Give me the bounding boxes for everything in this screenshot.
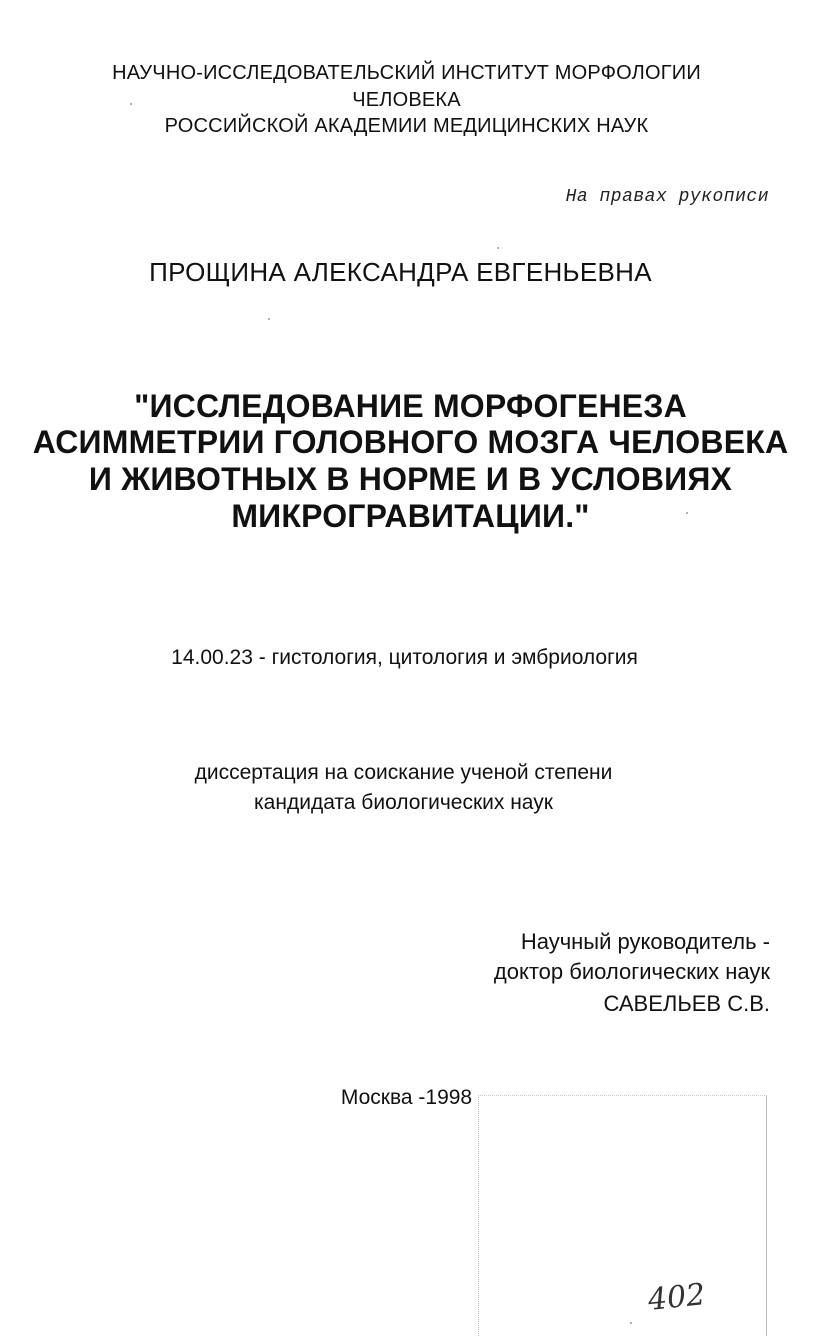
author-name: ПРОЩИНА АЛЕКСАНДРА ЕВГЕНЬЕВНА <box>149 257 652 287</box>
title-line-4: МИКРОГРАВИТАЦИИ." <box>231 498 590 534</box>
supervisor-name: САВЕЛЬЕВ С.В. <box>603 991 770 1016</box>
city-year: Москва -1998 <box>340 1086 473 1109</box>
scan-speck <box>268 318 270 320</box>
institute-line-1: НАУЧНО-ИССЛЕДОВАТЕЛЬСКИЙ ИНСТИТУТ МОРФОЛОГИИ <box>112 62 701 84</box>
scan-speck <box>686 512 688 514</box>
institute-line-3: РОССИЙСКОЙ АКАДЕМИИ МЕДИЦИНСКИХ НАУК <box>164 115 649 137</box>
scan-speck <box>130 103 132 105</box>
supervisor-line-1: Научный руководитель - <box>520 929 770 954</box>
manuscript-note: На правах рукописи <box>565 187 769 207</box>
scan-speck <box>497 247 499 249</box>
title-line-1: "ИССЛЕДОВАНИЕ МОРФОГЕНЕЗА <box>134 388 687 424</box>
degree-line-1: диссертация на соискание ученой степени <box>194 761 613 784</box>
scan-speck <box>630 1322 632 1324</box>
supervisor-line-2: доктор биологических наук <box>493 959 770 984</box>
archive-stamp-frame <box>478 1095 767 1336</box>
institute-line-2: ЧЕЛОВЕКА <box>352 89 461 111</box>
degree-line-2: кандидата биологических наук <box>254 791 553 814</box>
specialty-code: 14.00.23 - гистология, цитология и эмбриология <box>171 646 638 669</box>
title-line-3: И ЖИВОТНЫХ В НОРМЕ И В УСЛОВИЯХ <box>88 461 733 497</box>
handwritten-number: 402 <box>646 1277 707 1318</box>
title-line-2: АСИММЕТРИИ ГОЛОВНОГО МОЗГА ЧЕЛОВЕКА <box>32 424 789 460</box>
